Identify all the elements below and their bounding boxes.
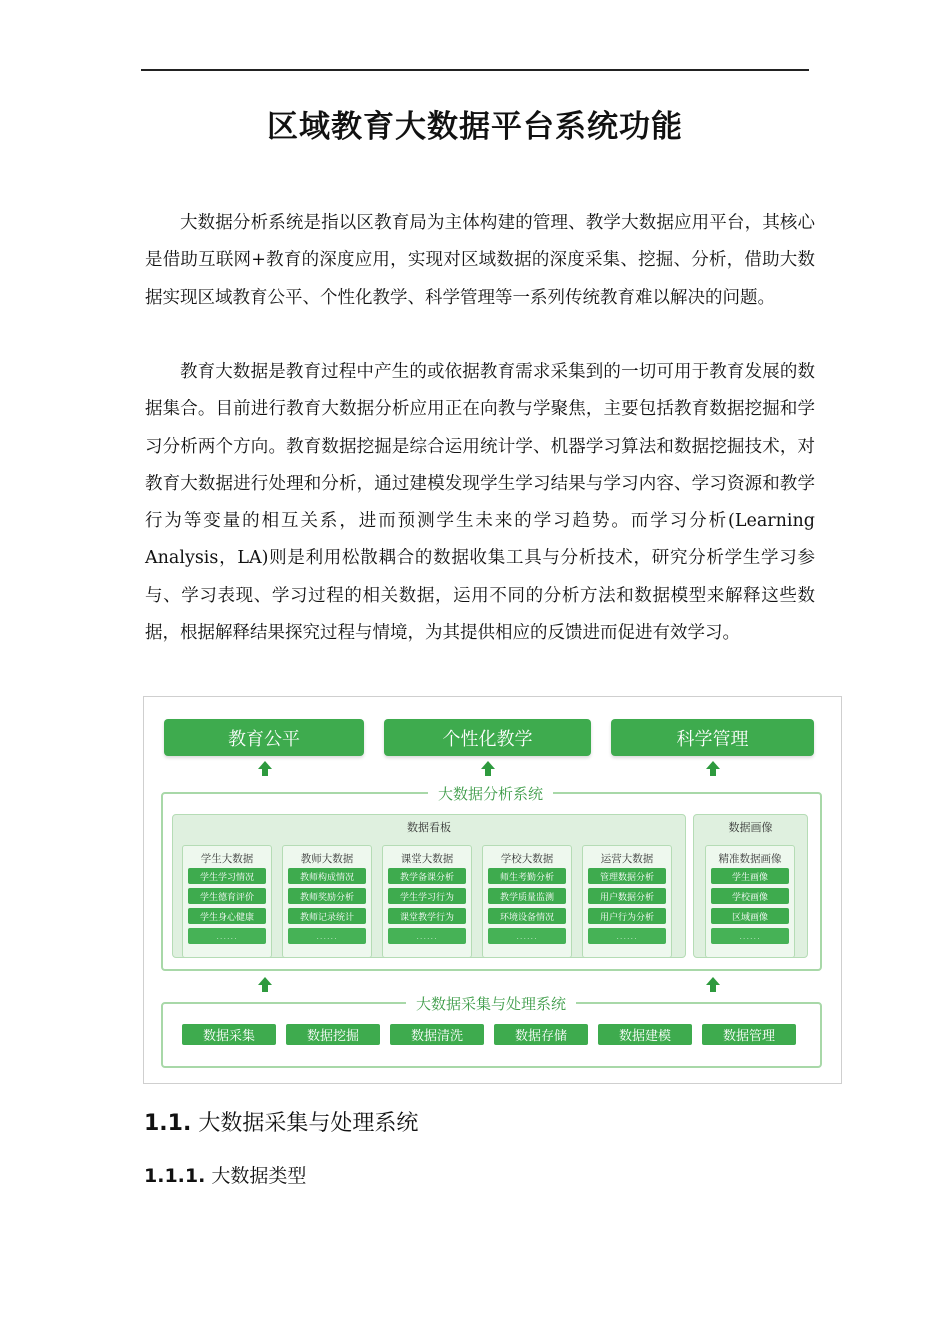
metric-chip: 学生德育评价	[188, 888, 266, 904]
paragraph-2: 教育大数据是教育过程中产生的或依据教育需求采集到的一切可用于教育发展的数据集合。目前进行教育大数据分析应用正在向教与学聚焦，主要包括教育数据挖掘和学习分析两个方向。教育数据挖掘是综合运用统计学、机器学习算法和数据挖掘技术，对教育大数据进行处理和分析，通过建模发现学生学习结果与学习内容、学习资源和教学行为等变量的相互关系，进而预测学生未来的学习趋势。而学习分析(Learning Analysis，LA)则是利用松散耦合的数据收集工具与分析技术，研究分析学生学习参与、学习表现、学习过程的相关数据，运用不同的分析方法和数据模型来解释这些数据，根据解释结果探究过程与情境，为其提供相应的反馈进而促进有效学习。	[145, 362, 815, 644]
metric-chip: 用户数据分析	[588, 888, 666, 904]
header-rule	[141, 69, 809, 71]
metric-chip: 教学备课分析	[388, 868, 466, 884]
column-title: 学校大数据	[500, 853, 554, 865]
portrait-panel	[693, 814, 808, 958]
process-step: 数据采集	[182, 1024, 276, 1045]
column-title: 教师大数据	[300, 853, 354, 865]
metric-chip-more: ......	[588, 928, 666, 944]
metric-chip-more: ......	[288, 928, 366, 944]
subsection-heading	[144, 1161, 306, 1188]
goal-box: 科学管理	[611, 719, 814, 756]
dashboard-panel	[172, 814, 686, 958]
paragraph-1: 大数据分析系统是指以区教育局为主体构建的管理、教学大数据应用平台，其核心是借助互联网+教育的深度应用，实现对区域数据的深度采集、挖掘、分析，借助大数据实现区域教育公平、个性化教学、科学管理等一系列传统教育难以解决的问题。	[145, 213, 815, 308]
metric-chip: 师生考勤分析	[488, 868, 566, 884]
platform-architecture-diagram	[143, 696, 842, 1084]
metric-chip: 课堂教学行为	[388, 908, 466, 924]
analysis-system-label: 大数据分析系统	[428, 783, 553, 804]
metric-chip: 教师记录统计	[288, 908, 366, 924]
metric-chip: 管理数据分析	[588, 868, 666, 884]
metric-chip-more: ......	[488, 928, 566, 944]
portrait-title: 数据画像	[728, 821, 773, 834]
document-title: 区域教育大数据平台系统功能	[267, 109, 683, 145]
data-column	[482, 845, 572, 958]
metric-chip: 教师构成情况	[288, 868, 366, 884]
data-column	[282, 845, 372, 958]
section-title: 大数据采集与处理系统	[198, 1111, 419, 1136]
column-title: 运营大数据	[600, 853, 654, 865]
column-title: 学生大数据	[200, 853, 254, 865]
dashboard-title: 数据看板	[407, 821, 451, 834]
metric-chip-more: ......	[711, 928, 789, 944]
metric-chip: 学生学习情况	[188, 868, 266, 884]
collection-system-label: 大数据采集与处理系统	[406, 993, 576, 1014]
subsection-number: 1.1.1.	[144, 1165, 206, 1187]
process-step: 数据管理	[702, 1024, 796, 1045]
metric-chip: 学校画像	[711, 888, 789, 904]
metric-chip-more: ......	[388, 928, 466, 944]
metric-chip: 学生身心健康	[188, 908, 266, 924]
metric-chip: 学生学习行为	[388, 888, 466, 904]
goal-box: 个性化教学	[384, 719, 591, 756]
section-number: 1.1.	[144, 1111, 192, 1136]
data-column	[705, 845, 795, 958]
section-heading	[144, 1106, 418, 1137]
metric-chip: 环境设备情况	[488, 908, 566, 924]
data-column	[382, 845, 472, 958]
subsection-title: 大数据类型	[211, 1165, 307, 1187]
process-step: 数据建模	[598, 1024, 692, 1045]
process-step: 数据挖掘	[286, 1024, 380, 1045]
goal-box: 教育公平	[164, 719, 364, 756]
metric-chip: 教学质量监测	[488, 888, 566, 904]
data-column	[582, 845, 672, 958]
metric-chip-more: ......	[188, 928, 266, 944]
metric-chip: 学生画像	[711, 868, 789, 884]
metric-chip: 区域画像	[711, 908, 789, 924]
process-step: 数据存储	[494, 1024, 588, 1045]
column-title: 课堂大数据	[400, 853, 454, 865]
data-column	[182, 845, 272, 958]
metric-chip: 教师奖励分析	[288, 888, 366, 904]
process-step: 数据清洗	[390, 1024, 484, 1045]
metric-chip: 用户行为分析	[588, 908, 666, 924]
column-title: 精准数据画像	[718, 853, 782, 865]
